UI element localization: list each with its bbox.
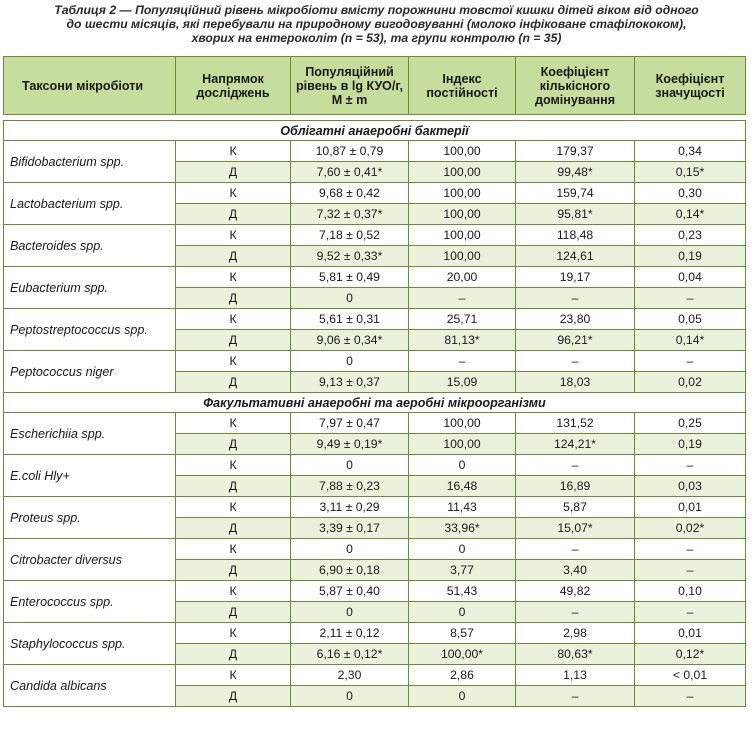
group-title: Облігатні анаеробні бактерії — [4, 121, 746, 141]
taxon-name: Enterococcus spp. — [4, 581, 176, 623]
taxon-name: Bacteroides spp. — [4, 225, 176, 267]
significance-coefficient-cell: 0,02* — [635, 518, 746, 539]
direction-cell: Д — [176, 560, 291, 581]
group-header-row — [4, 393, 746, 413]
significance-coefficient-cell: – — [635, 539, 746, 560]
constancy-index-cell: 2,86 — [409, 665, 516, 686]
dominance-coefficient-cell: 16,89 — [516, 476, 635, 497]
table-row — [4, 455, 746, 476]
population-level-cell: 5,87 ± 0,40 — [291, 581, 409, 602]
group-header-row — [4, 121, 746, 141]
taxon-name: Citrobacter diversus — [4, 539, 176, 581]
dominance-coefficient-cell: 49,82 — [516, 581, 635, 602]
significance-coefficient-cell: 0,01 — [635, 497, 746, 518]
population-level-cell: 2,30 — [291, 665, 409, 686]
direction-cell: К — [176, 539, 291, 560]
header-population-level: Популяційний рівень в lg КУО/г, M ± m — [291, 57, 409, 115]
dominance-coefficient-cell: 131,52 — [516, 413, 635, 434]
population-level-cell: 5,61 ± 0,31 — [291, 309, 409, 330]
direction-cell: Д — [176, 288, 291, 309]
header-taxa: Таксони мікробіоти — [4, 57, 176, 115]
dominance-coefficient-cell: 5,87 — [516, 497, 635, 518]
significance-coefficient-cell: – — [635, 288, 746, 309]
constancy-index-cell: 15,09 — [409, 372, 516, 393]
population-level-cell: 6,90 ± 0,18 — [291, 560, 409, 581]
population-level-cell: 9,49 ± 0,19* — [291, 434, 409, 455]
direction-cell: Д — [176, 518, 291, 539]
caption-line-1: Таблиця 2 — Популяційний рівень мікробіоти вмісту порожнини товстої кишки дітей віком від одного — [54, 3, 699, 17]
direction-cell: Д — [176, 204, 291, 225]
direction-cell: К — [176, 581, 291, 602]
dominance-coefficient-cell: 118,48 — [516, 225, 635, 246]
constancy-index-cell: 100,00 — [409, 246, 516, 267]
direction-cell: К — [176, 141, 291, 162]
significance-coefficient-cell: – — [635, 455, 746, 476]
table-row — [4, 581, 746, 602]
significance-coefficient-cell: – — [635, 686, 746, 707]
direction-cell: К — [176, 623, 291, 644]
significance-coefficient-cell: – — [635, 351, 746, 372]
direction-cell: К — [176, 267, 291, 288]
population-level-cell: 9,06 ± 0,34* — [291, 330, 409, 351]
constancy-index-cell: 16,48 — [409, 476, 516, 497]
constancy-index-cell: – — [409, 351, 516, 372]
caption-line-3: хворих на ентероколіт (n = 53), та групи контролю (n = 35) — [191, 31, 562, 45]
table-row — [4, 141, 746, 162]
significance-coefficient-cell: 0,34 — [635, 141, 746, 162]
population-level-cell: 5,81 ± 0,49 — [291, 267, 409, 288]
population-level-cell: 7,32 ± 0,37* — [291, 204, 409, 225]
taxon-name: Candida albicans — [4, 665, 176, 707]
significance-coefficient-cell: 0,15* — [635, 162, 746, 183]
population-level-cell: 7,60 ± 0,41* — [291, 162, 409, 183]
table-row — [4, 351, 746, 372]
table-row — [4, 539, 746, 560]
dominance-coefficient-cell: 3,40 — [516, 560, 635, 581]
table-row — [4, 225, 746, 246]
constancy-index-cell: 100,00* — [409, 644, 516, 665]
constancy-index-cell: 0 — [409, 686, 516, 707]
constancy-index-cell: 51,43 — [409, 581, 516, 602]
constancy-index-cell: 0 — [409, 602, 516, 623]
population-level-cell: 7,97 ± 0,47 — [291, 413, 409, 434]
taxon-name: Eubacterium spp. — [4, 267, 176, 309]
taxon-name: Proteus spp. — [4, 497, 176, 539]
taxon-name: Peptostreptococcus spp. — [4, 309, 176, 351]
constancy-index-cell: 8,57 — [409, 623, 516, 644]
dominance-coefficient-cell: 124,61 — [516, 246, 635, 267]
direction-cell: К — [176, 351, 291, 372]
dominance-coefficient-cell: 96,21* — [516, 330, 635, 351]
direction-cell: Д — [176, 330, 291, 351]
significance-coefficient-cell: 0,19 — [635, 246, 746, 267]
population-level-cell: 9,68 ± 0,42 — [291, 183, 409, 204]
dominance-coefficient-cell: 18,03 — [516, 372, 635, 393]
microbiota-table — [3, 56, 746, 707]
significance-coefficient-cell: 0,19 — [635, 434, 746, 455]
population-level-cell: 0 — [291, 686, 409, 707]
dominance-coefficient-cell: 179,37 — [516, 141, 635, 162]
dominance-coefficient-cell: – — [516, 351, 635, 372]
table-row — [4, 623, 746, 644]
constancy-index-cell: 81,13* — [409, 330, 516, 351]
constancy-index-cell: 100,00 — [409, 183, 516, 204]
dominance-coefficient-cell: 1,13 — [516, 665, 635, 686]
table-caption — [0, 0, 753, 54]
significance-coefficient-cell: 0,23 — [635, 225, 746, 246]
caption-line-2: до шести місяців, які перебували на природному вигодовуванні (молоко інфіковане стафілококом), — [66, 17, 687, 31]
direction-cell: Д — [176, 602, 291, 623]
population-level-cell: 3,39 ± 0,17 — [291, 518, 409, 539]
direction-cell: Д — [176, 644, 291, 665]
header-significance-coefficient: Коефіцієнт значущості — [635, 57, 746, 115]
constancy-index-cell: 100,00 — [409, 413, 516, 434]
direction-cell: Д — [176, 476, 291, 497]
significance-coefficient-cell: 0,30 — [635, 183, 746, 204]
direction-cell: К — [176, 225, 291, 246]
significance-coefficient-cell: 0,04 — [635, 267, 746, 288]
direction-cell: К — [176, 497, 291, 518]
significance-coefficient-cell: – — [635, 560, 746, 581]
dominance-coefficient-cell: 124,21* — [516, 434, 635, 455]
header-dominance-coefficient: Коефіцієнт кількісного домінування — [516, 57, 635, 115]
direction-cell: К — [176, 665, 291, 686]
population-level-cell: 7,88 ± 0,23 — [291, 476, 409, 497]
taxon-name: E.coli Hly+ — [4, 455, 176, 497]
dominance-coefficient-cell: – — [516, 539, 635, 560]
constancy-index-cell: 100,00 — [409, 225, 516, 246]
population-level-cell: 0 — [291, 455, 409, 476]
table-row — [4, 497, 746, 518]
dominance-coefficient-cell: 95,81* — [516, 204, 635, 225]
constancy-index-cell: – — [409, 288, 516, 309]
direction-cell: Д — [176, 246, 291, 267]
dominance-coefficient-cell: 99,48* — [516, 162, 635, 183]
population-level-cell: 0 — [291, 539, 409, 560]
direction-cell: К — [176, 413, 291, 434]
direction-cell: К — [176, 455, 291, 476]
significance-coefficient-cell: – — [635, 602, 746, 623]
population-level-cell: 6,16 ± 0,12* — [291, 644, 409, 665]
constancy-index-cell: 100,00 — [409, 204, 516, 225]
constancy-index-cell: 20,00 — [409, 267, 516, 288]
dominance-coefficient-cell: – — [516, 602, 635, 623]
significance-coefficient-cell: 0,14* — [635, 330, 746, 351]
population-level-cell: 0 — [291, 602, 409, 623]
table-row — [4, 309, 746, 330]
significance-coefficient-cell: 0,10 — [635, 581, 746, 602]
dominance-coefficient-cell: 19,17 — [516, 267, 635, 288]
significance-coefficient-cell: < 0,01 — [635, 665, 746, 686]
population-level-cell: 9,52 ± 0,33* — [291, 246, 409, 267]
dominance-coefficient-cell: 2,98 — [516, 623, 635, 644]
constancy-index-cell: 33,96* — [409, 518, 516, 539]
constancy-index-cell: 0 — [409, 455, 516, 476]
direction-cell: Д — [176, 372, 291, 393]
dominance-coefficient-cell: 15,07* — [516, 518, 635, 539]
taxon-name: Bifidobacterium spp. — [4, 141, 176, 183]
significance-coefficient-cell: 0,12* — [635, 644, 746, 665]
table-row — [4, 665, 746, 686]
table-row — [4, 267, 746, 288]
constancy-index-cell: 100,00 — [409, 162, 516, 183]
header-direction: Напрямок досліджень — [176, 57, 291, 115]
population-level-cell: 2,11 ± 0,12 — [291, 623, 409, 644]
taxon-name: Lactobacterium spp. — [4, 183, 176, 225]
significance-coefficient-cell: 0,03 — [635, 476, 746, 497]
population-level-cell: 0 — [291, 351, 409, 372]
direction-cell: К — [176, 309, 291, 330]
taxon-name: Escherichiia spp. — [4, 413, 176, 455]
significance-coefficient-cell: 0,02 — [635, 372, 746, 393]
header-constancy-index: Індекс постійності — [409, 57, 516, 115]
significance-coefficient-cell: 0,05 — [635, 309, 746, 330]
constancy-index-cell: 0 — [409, 539, 516, 560]
direction-cell: Д — [176, 686, 291, 707]
dominance-coefficient-cell: 159,74 — [516, 183, 635, 204]
population-level-cell: 0 — [291, 288, 409, 309]
dominance-coefficient-cell: – — [516, 686, 635, 707]
dominance-coefficient-cell: – — [516, 455, 635, 476]
taxon-name: Staphylococcus spp. — [4, 623, 176, 665]
population-level-cell: 10,87 ± 0,79 — [291, 141, 409, 162]
significance-coefficient-cell: 0,25 — [635, 413, 746, 434]
taxon-name: Peptococcus niger — [4, 351, 176, 393]
direction-cell: Д — [176, 434, 291, 455]
constancy-index-cell: 11,43 — [409, 497, 516, 518]
direction-cell: К — [176, 183, 291, 204]
direction-cell: Д — [176, 162, 291, 183]
dominance-coefficient-cell: – — [516, 288, 635, 309]
constancy-index-cell: 100,00 — [409, 141, 516, 162]
table-row — [4, 183, 746, 204]
significance-coefficient-cell: 0,14* — [635, 204, 746, 225]
header-row — [4, 57, 746, 115]
population-level-cell: 9,13 ± 0,37 — [291, 372, 409, 393]
dominance-coefficient-cell: 23,80 — [516, 309, 635, 330]
group-title: Факультативні анаеробні та аеробні мікроорганізми — [4, 393, 746, 413]
significance-coefficient-cell: 0,01 — [635, 623, 746, 644]
population-level-cell: 7,18 ± 0,52 — [291, 225, 409, 246]
dominance-coefficient-cell: 80,63* — [516, 644, 635, 665]
constancy-index-cell: 25,71 — [409, 309, 516, 330]
constancy-index-cell: 100,00 — [409, 434, 516, 455]
table-body — [4, 121, 746, 707]
table-row — [4, 413, 746, 434]
population-level-cell: 3,11 ± 0,29 — [291, 497, 409, 518]
constancy-index-cell: 3,77 — [409, 560, 516, 581]
